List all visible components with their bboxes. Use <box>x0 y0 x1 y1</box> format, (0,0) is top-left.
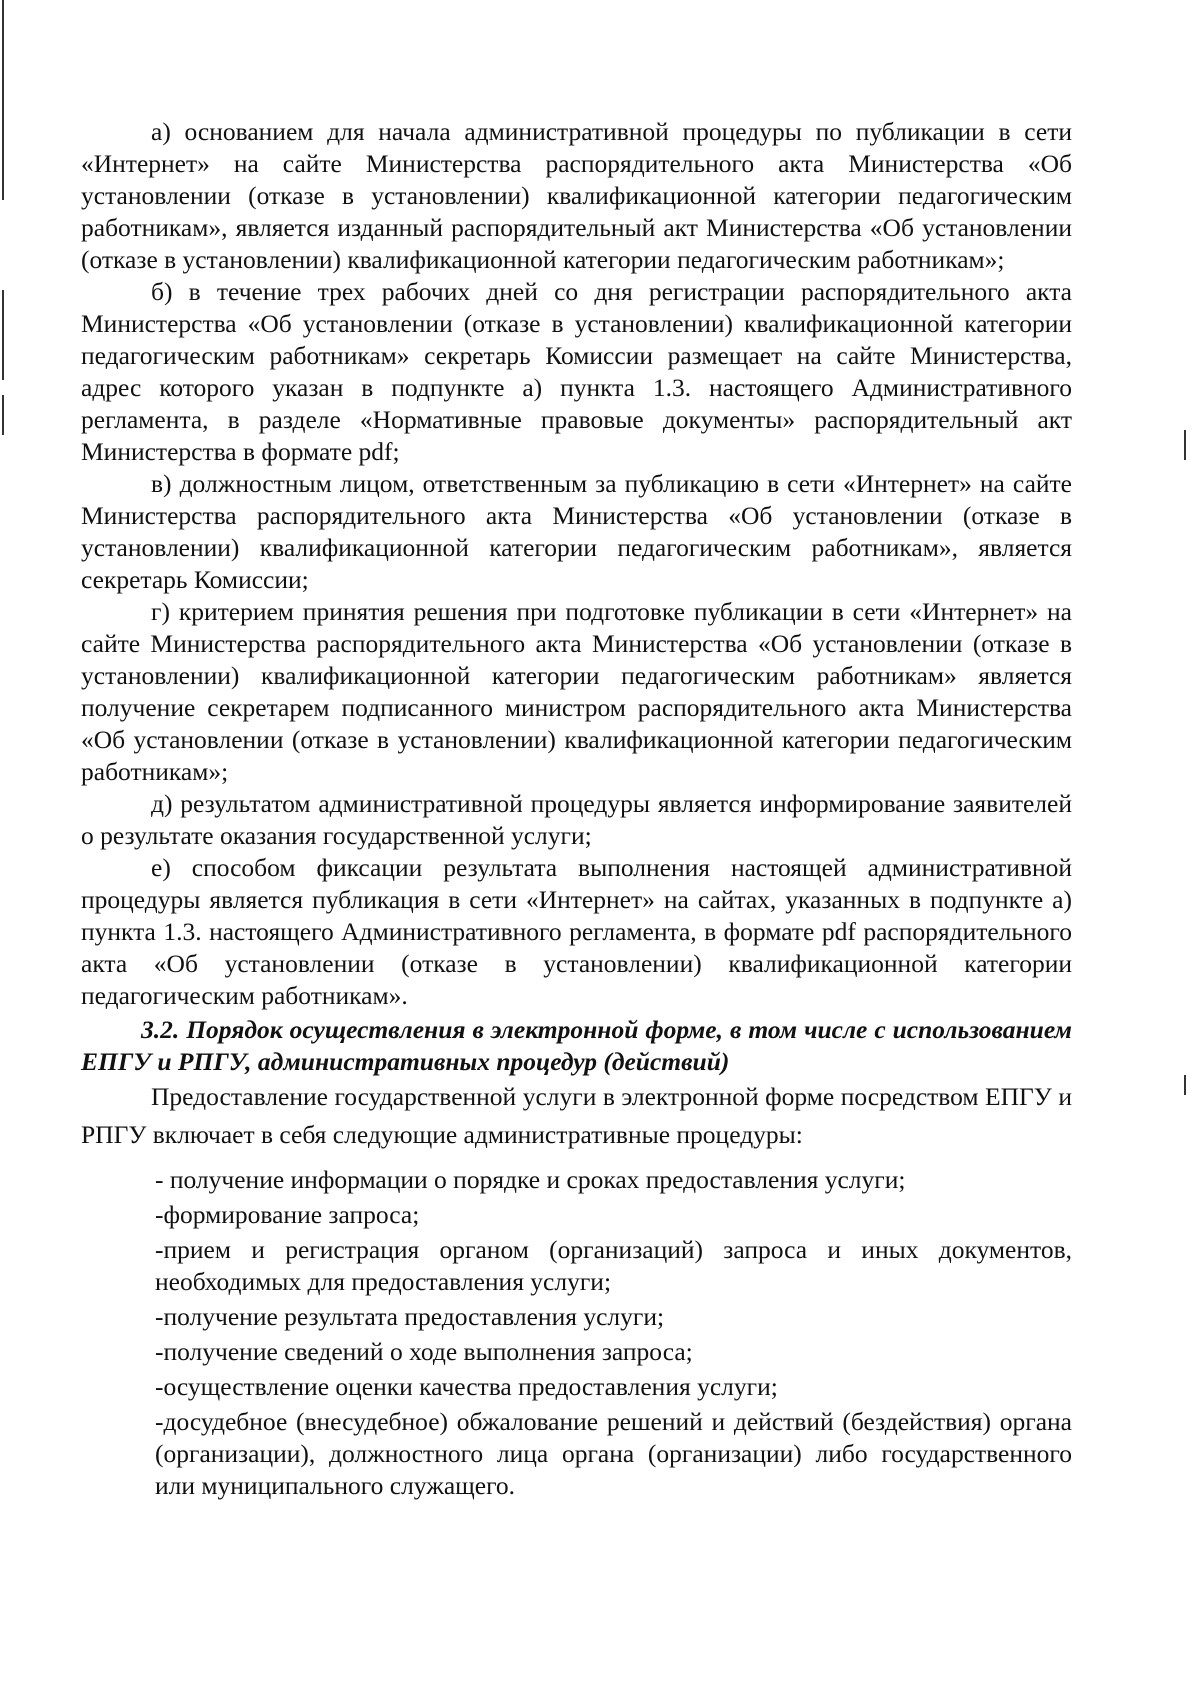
section-heading: 3.2. Порядок осуществления в электронной форме, в том числе с использованием ЕПГУ и РПГУ, административных процедур (действий) <box>81 1015 1072 1076</box>
list-item: -прием и регистрация органом (организаций) запроса и иных документов, необходимых для предоставления услуги; <box>155 1235 1072 1296</box>
scan-edge-mark-right-2 <box>1184 1075 1186 1095</box>
list-item: - получение информации о порядке и сроках предоставления услуги; <box>155 1165 906 1194</box>
scan-edge-mark-left-low <box>2 395 4 435</box>
paragraph-a: а) основанием для начала административной процедуры по публикации в сети «Интернет» на сайте Министерства распорядительного акта Министерства «Об установлении (отказе в установлении) квалификационной категории педагогическим работникам», является изданный распорядительный акт Министерства «Об установлении (отказе в установлении) квалификационной категории педагогическим работникам»; <box>81 117 1072 274</box>
paragraph-e: е) способом фиксации результата выполнения настоящей административной процедуры является публикация в сети «Интернет» на сайтах, указанных в подпункте а) пункта 1.3. настоящего Административного регламента, в формате pdf распорядительного акта «Об установлении (отказе в установлении) квалификационной категории педагогическим работникам». <box>81 853 1072 1010</box>
document-page <box>81 116 1072 1505</box>
list-item: -формирование запроса; <box>155 1200 420 1229</box>
procedure-list <box>81 1164 1072 1502</box>
scan-edge-mark-right-1 <box>1184 430 1186 460</box>
list-item: -досудебное (внесудебное) обжалование решений и действий (бездействия) органа (организации), должностного лица органа (организации) либо государственного или муниципального служащего. <box>155 1407 1072 1500</box>
list-item: -получение сведений о ходе выполнения запроса; <box>155 1337 693 1366</box>
list-item: -получение результата предоставления услуги; <box>155 1302 665 1331</box>
paragraph-b: б) в течение трех рабочих дней со дня регистрации распорядительного акта Министерства «Об установлении (отказе в установлении) квалификационной категории педагогическим работникам» секретарь Комиссии размещает на сайте Министерства, адрес которого указан в подпункте а) пункта 1.3. настоящего Административного регламента, в разделе «Нормативные правовые документы» распорядительный акт Министерства в формате pdf; <box>81 277 1072 466</box>
intro-paragraph: Предоставление государственной услуги в электронной форме посредством ЕПГУ и РПГУ включает в себя следующие административные процедуры: <box>81 1082 1072 1149</box>
paragraph-d: д) результатом административной процедуры является информирование заявителей о результате оказания государственной услуги; <box>81 789 1072 850</box>
scan-edge-mark-left-mid <box>2 290 4 380</box>
paragraph-g: г) критерием принятия решения при подготовке публикации в сети «Интернет» на сайте Министерства распорядительного акта Министерства «Об установлении (отказе в установлении) квалификационной категории педагогическим работникам» является получение секретарем подписанного министром распорядительного акта Министерства «Об установлении (отказе в установлении) квалификационной категории педагогическим работникам»; <box>81 597 1072 786</box>
scan-edge-mark-left-top <box>2 0 4 200</box>
list-item: -осуществление оценки качества предоставления услуги; <box>155 1372 778 1401</box>
paragraph-v: в) должностным лицом, ответственным за публикацию в сети «Интернет» на сайте Министерства распорядительного акта Министерства «Об установлении (отказе в установлении) квалификационной категории педагогическим работникам», является секретарь Комиссии; <box>81 469 1072 594</box>
